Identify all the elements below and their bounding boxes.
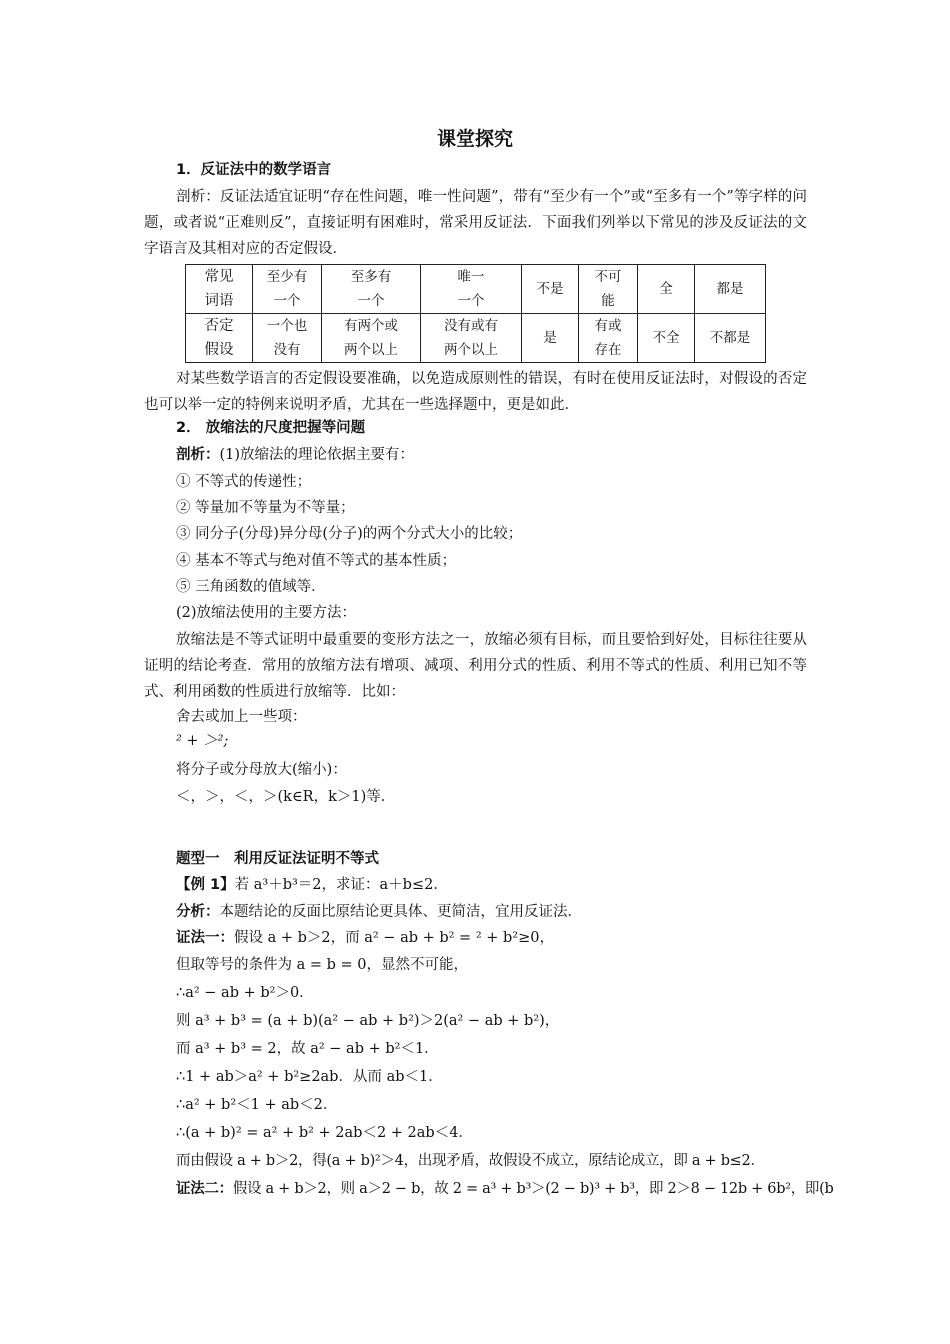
- table-cell: 都是: [695, 265, 766, 314]
- table-cell: 唯一 一个: [421, 265, 522, 314]
- table-header-cell: 常见 词语: [186, 265, 253, 314]
- list-item: ⑤ 三角函数的值域等．: [176, 579, 326, 595]
- table-row: [186, 314, 766, 363]
- proof1-line: [176, 928, 554, 948]
- table-cell: 不全: [638, 314, 695, 363]
- section2-heading: 2． 放缩法的尺度把握等问题: [176, 420, 366, 436]
- table-cell: 至多有 一个: [322, 265, 421, 314]
- table-cell: 全: [638, 265, 695, 314]
- proof1-line: 则 a³ + b³ = (a + b)(a² − ab + b²)＞2(a² − ab + b²)，: [176, 1013, 560, 1029]
- table-cell: 是: [522, 314, 579, 363]
- example-1: [176, 875, 448, 895]
- list-item: ③ 同分子(分母)异分母(分子)的两个分式大小的比较；: [176, 526, 523, 542]
- list-item: ① 不等式的传递性；: [176, 474, 312, 490]
- table-cell: 一个也 没有: [253, 314, 322, 363]
- list-item: ② 等量加不等量为不等量；: [176, 500, 355, 516]
- analysis-label: 分析：: [176, 904, 220, 920]
- section1-paragraph: 剖析：反证法适宜证明“存在性问题，唯一性问题”，带有“至少有一个”或“至多有一个”等字样的问题，或者说“正难则反”，直接证明有困难时，常采用反证法．下面我们列举以下常见的涉及反证法的文字语言及其相对应的否定假设．: [144, 189, 807, 257]
- proof1-line: ∴a² + b²＜1 + ab＜2．: [176, 1097, 338, 1113]
- methods-title: (2)放缩法使用的主要方法：: [176, 605, 357, 621]
- table-cell: 至少有 一个: [253, 265, 322, 314]
- example-b-label: 将分子或分母放大(缩小)：: [176, 762, 347, 778]
- table-header-cell: 否定 假设: [186, 314, 253, 363]
- proof1-line: 而 a³ + b³ = 2，故 a² − ab + b²＜1．: [176, 1041, 439, 1057]
- analysis-text: (1)放缩法的理论依据主要有：: [219, 447, 415, 463]
- proof2-label: 证法二：: [176, 1181, 233, 1197]
- example-a-label: 舍去或加上一些项：: [176, 709, 307, 725]
- example-label: 【例 1】: [176, 877, 235, 893]
- example-b-formula: ＜，＞，＜，＞(k∈R，k＞1)等．: [176, 789, 396, 805]
- analysis-label: 剖析：: [176, 447, 220, 463]
- example-text: 若 a³＋b³＝2，求证：a＋b≤2．: [234, 877, 448, 893]
- proof1-label: 证法一：: [176, 930, 234, 946]
- proof1-line: 而由假设 a + b＞2，得(a + b)²＞4，出现矛盾，故假设不成立，原结论成立，即 a + b≤2．: [176, 1153, 765, 1169]
- analysis-text: 本题结论的反面比原结论更具体、更简洁，宜用反证法．: [219, 904, 582, 920]
- section1-note: 对某些数学语言的否定假设要准确，以免造成原则性的错误，有时在使用反证法时，对假设的否定也可以举一定的特例来说明矛盾，尤其在一些选择题中，更是如此．: [144, 371, 807, 413]
- type1-heading: 题型一 利用反证法证明不等式: [176, 851, 379, 867]
- proof2-text: 假设 a + b＞2，则 a＞2 − b，故 2 = a³ + b³＞(2 − b)³ + b³，即 2＞8 − 12b + 6b²，即(b: [232, 1181, 834, 1197]
- table-cell: 有两个或 两个以上: [322, 314, 421, 363]
- table-cell: 不可 能: [579, 265, 638, 314]
- list-item: ④ 基本不等式与绝对值不等式的基本性质；: [176, 553, 457, 569]
- section1-heading: 1．反证法中的数学语言: [176, 162, 332, 178]
- example-a-formula: ² + ＞²;: [176, 733, 229, 749]
- proof2-line: [176, 1179, 833, 1199]
- table-cell: 有或 存在: [579, 314, 638, 363]
- proof1-text: 假设 a + b＞2，而 a² − ab + b² = ² + b²≥0，: [234, 930, 554, 946]
- proof1-line: ∴1 + ab＞a² + b²≥2ab．从而 ab＜1．: [176, 1069, 443, 1085]
- table-row: [186, 265, 766, 314]
- table-cell: 不是: [522, 265, 579, 314]
- page-title: 课堂探究: [436, 128, 513, 150]
- section2-analysis: [176, 445, 414, 465]
- methods-paragraph: 放缩法是不等式证明中最重要的变形方法之一，放缩必须有目标，而且要恰到好处，目标往往要从证明的结论考查．常用的放缩方法有增项、减项、利用分式的性质、利用不等式的性质、利用已知不等式、利用函数的性质进行放缩等．比如：: [144, 632, 807, 700]
- proof1-line: ∴(a + b)² = a² + b² + 2ab＜2 + 2ab＜4．: [176, 1125, 473, 1141]
- proof1-line: ∴a² − ab + b²＞0．: [176, 985, 314, 1001]
- type1-analysis: [176, 902, 582, 922]
- negation-table: [185, 264, 766, 363]
- table-cell: 不都是: [695, 314, 766, 363]
- proof1-line: 但取等号的条件为 a = b = 0，显然不可能，: [176, 957, 468, 973]
- table-cell: 没有或有 两个以上: [421, 314, 522, 363]
